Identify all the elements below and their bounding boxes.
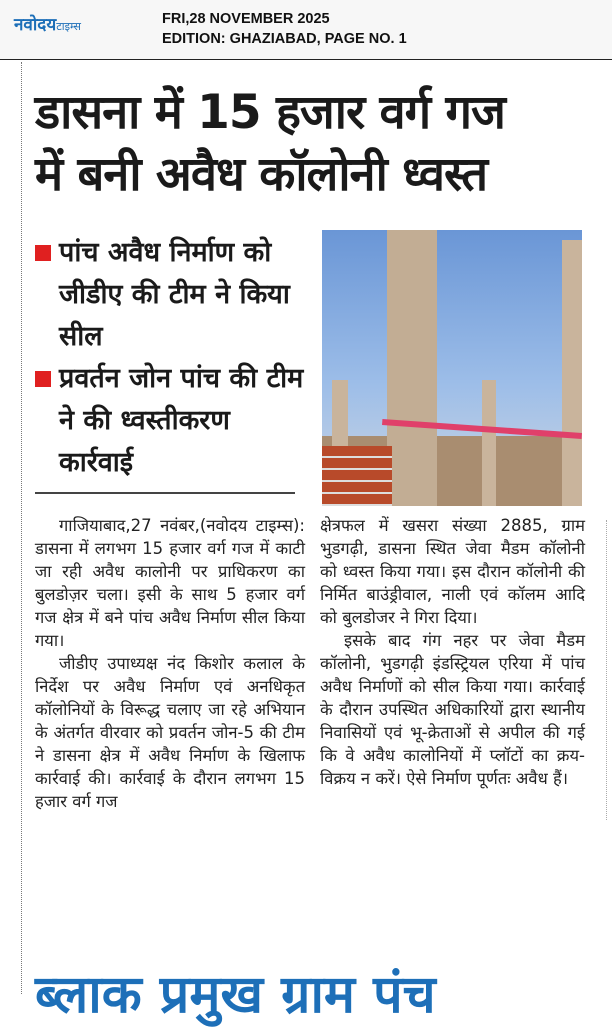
highlight-text: पांच अवैध निर्माण को जीडीए की टीम ने किया सील <box>59 237 290 352</box>
edition-info <box>162 9 407 49</box>
newspaper-logo[interactable] <box>14 12 81 35</box>
paragraph: जीडीए उपाध्यक्ष नंद किशोर कलाल के निर्देश पर अवैध निर्माण एवं अनधिकृत कॉलोनियों के विरूद्ध चलाए जा रहे अभियान के अंतर्गत वीरवार को प्रवर्तन जोन-5 की टीम ने डासना क्षेत्र में अवैध निर्माण के खिलाफ कार्रवाई की। कार्रवाई के दौरान लगभग 15 हजार वर्ग गज <box>35 654 305 811</box>
photo-pillar <box>482 380 496 506</box>
headline-line: में बनी अवैध कॉलोनी ध्वस्त <box>35 147 488 202</box>
article-column-2 <box>320 514 585 790</box>
headline-line: डासना में 15 हजार वर्ग गज <box>35 85 505 140</box>
logo-subtext: टाइम्स <box>56 20 81 33</box>
next-headline-text: ब्लाक प्रमुख ग्राम पंच <box>35 965 436 1025</box>
paragraph: क्षेत्रफल में खसरा संख्या 2885, ग्राम भुडगढ़ी, डासना स्थित जेवा मैडम कॉलोनी को ध्वस्त किया गया। इस दौरान कॉलोनी की निर्मित बाउंड्रीवाल, नाली एवं कॉलम आदि को बुलडोजर ने गिरा दिया। <box>320 516 585 627</box>
date: FRI,28 NOVEMBER 2025 <box>162 11 330 27</box>
divider <box>35 492 295 494</box>
next-article-headline[interactable] <box>35 955 612 1025</box>
margin-dotted-line <box>606 520 607 820</box>
highlight-item <box>35 232 305 358</box>
margin-dotted-line <box>21 62 22 994</box>
red-square-icon <box>35 371 51 387</box>
article-column-1 <box>35 514 305 813</box>
paragraph: इसके बाद गंग नहर पर जेवा मैडम कॉलोनी, भुडगढ़ी इंडस्ट्रियल एरिया में पांच अवैध निर्माणों को सील किया गया। कार्रवाई के दौरान उपस्थित अधिकारियों द्वारा स्थानीय निवासियों एवं भू-क्रेताओं से अपील की गई कि वे अवैध कालोनियों में प्लॉटों का क्रय-विक्रय न करें। ऐसे निर्माण पूर्णतः अवैध हैं। <box>320 631 585 788</box>
highlight-text: प्रवर्तन जोन पांच की टीम ने की ध्वस्तीकरण कार्रवाई <box>59 363 304 478</box>
photo-brick-wall <box>322 446 392 506</box>
photo-pillar <box>387 230 437 506</box>
edition: EDITION: GHAZIABAD, PAGE NO. 1 <box>162 31 407 47</box>
paragraph: गाजियाबाद,27 नवंबर,(नवोदय टाइम्स): डासना में लगभग 15 हजार वर्ग गज में काटी जा रही अवैध कालोनी पर प्राधिकरण का बुलडोज़र चला। इसी के साथ 5 हजार वर्ग गज क्षेत्र में बने पांच अवैध निर्माण सील किया गया। <box>35 516 305 650</box>
header-bar <box>0 0 612 60</box>
highlight-item <box>35 358 305 484</box>
highlights <box>35 232 305 484</box>
red-square-icon <box>35 245 51 261</box>
headline <box>35 82 595 206</box>
photo-pillar <box>562 240 582 506</box>
logo-text: नवोदय <box>14 15 57 35</box>
news-photo <box>322 230 582 506</box>
